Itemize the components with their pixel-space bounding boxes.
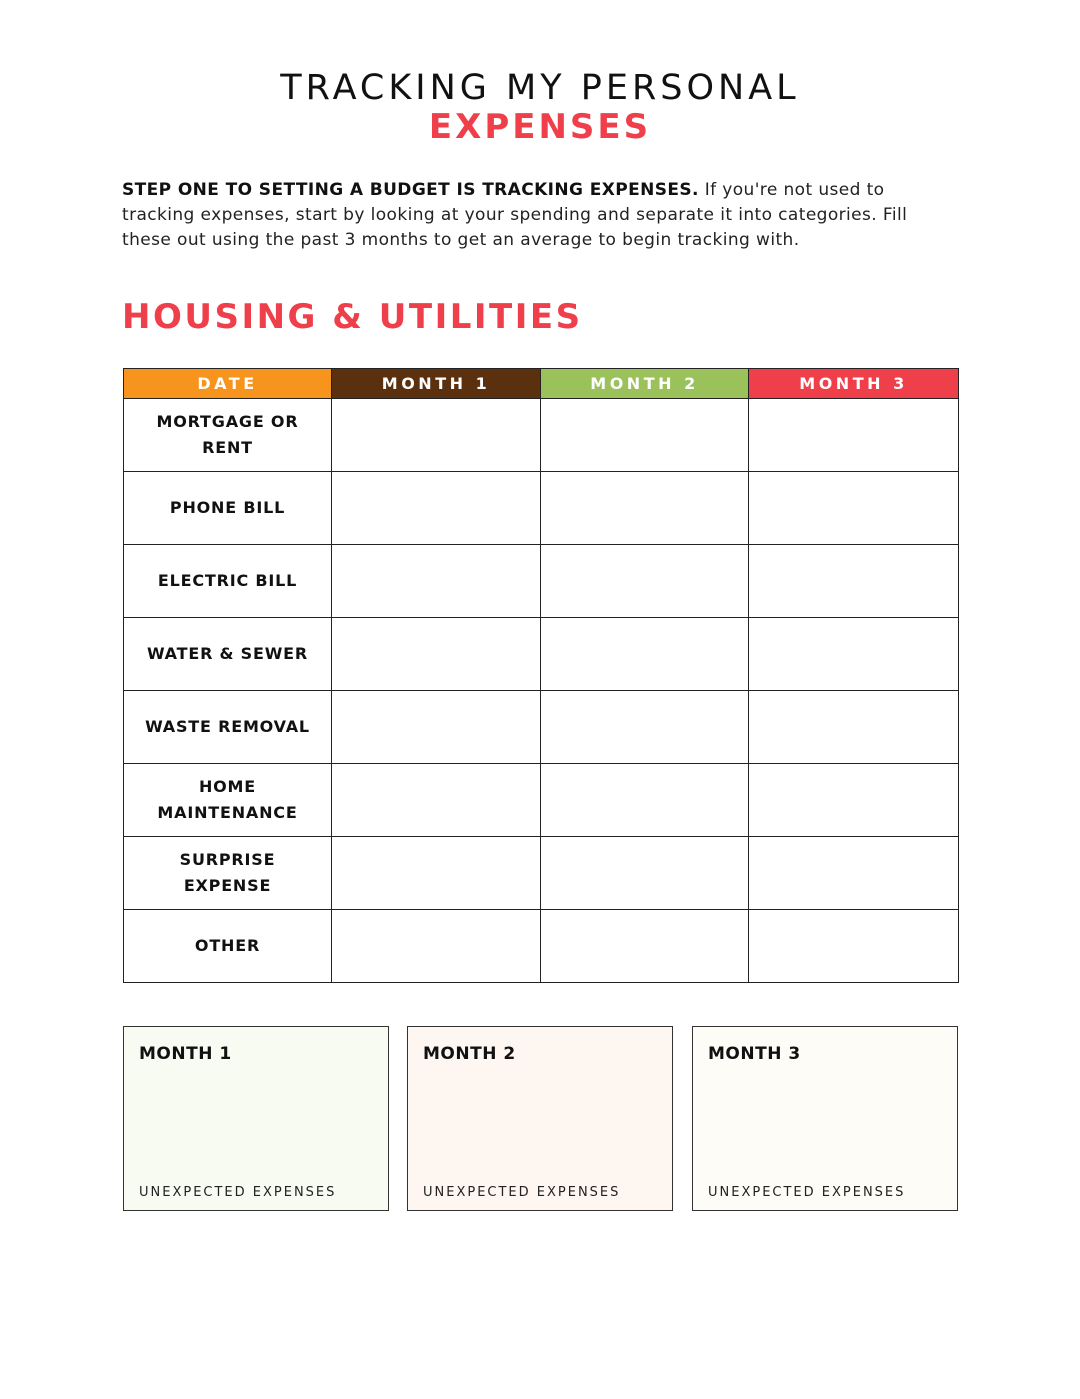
section-title: HOUSING & UTILITIES <box>122 297 583 337</box>
month-2-cell[interactable] <box>541 910 749 983</box>
month-1-cell[interactable] <box>332 472 541 545</box>
title-line-2: EXPENSES <box>428 107 652 147</box>
table-row <box>124 399 959 472</box>
row-label-text: HOME MAINTENANCE <box>157 777 298 822</box>
title-line-1: TRACKING MY PERSONAL <box>280 68 800 108</box>
page-title <box>0 68 1080 146</box>
table-row <box>124 691 959 764</box>
table-body <box>124 399 959 983</box>
month-3-cell[interactable] <box>749 764 959 837</box>
row-label <box>124 618 332 691</box>
row-label-text: MORTGAGE OR RENT <box>156 412 299 457</box>
table-row <box>124 837 959 910</box>
month-2-cell[interactable] <box>541 472 749 545</box>
month-2-cell[interactable] <box>541 764 749 837</box>
table-row <box>124 545 959 618</box>
header-month-3: MONTH 3 <box>749 369 959 399</box>
summary-boxes <box>123 1026 958 1211</box>
month-1-cell[interactable] <box>332 910 541 983</box>
table-row <box>124 618 959 691</box>
header-month-1: MONTH 1 <box>332 369 541 399</box>
month-1-cell[interactable] <box>332 618 541 691</box>
month-3-cell[interactable] <box>749 472 959 545</box>
row-label <box>124 764 332 837</box>
month-2-cell[interactable] <box>541 691 749 764</box>
month-3-cell[interactable] <box>749 837 959 910</box>
row-label-text: OTHER <box>194 936 261 955</box>
summary-box-footer: UNEXPECTED EXPENSES <box>708 1185 906 1200</box>
month-3-cell[interactable] <box>749 618 959 691</box>
table-row <box>124 910 959 983</box>
header-date: DATE <box>124 369 332 399</box>
intro-bold-text: STEP ONE TO SETTING A BUDGET IS TRACKING EXPENSES. <box>122 180 699 200</box>
row-label-text: WATER & SEWER <box>146 644 309 663</box>
month-1-cell[interactable] <box>332 837 541 910</box>
expenses-table <box>123 368 959 983</box>
month-3-cell[interactable] <box>749 910 959 983</box>
row-label <box>124 545 332 618</box>
month-2-cell[interactable] <box>541 618 749 691</box>
month-2-cell[interactable] <box>541 399 749 472</box>
row-label <box>124 399 332 472</box>
table-row <box>124 764 959 837</box>
summary-box-title: MONTH 3 <box>708 1044 801 1064</box>
summary-box-footer: UNEXPECTED EXPENSES <box>139 1185 337 1200</box>
month-2-cell[interactable] <box>541 837 749 910</box>
row-label-text: SURPRISE EXPENSE <box>179 850 276 895</box>
summary-box-month-1[interactable] <box>123 1026 389 1211</box>
row-label <box>124 910 332 983</box>
month-3-cell[interactable] <box>749 691 959 764</box>
month-3-cell[interactable] <box>749 545 959 618</box>
summary-box-footer: UNEXPECTED EXPENSES <box>423 1185 621 1200</box>
month-3-cell[interactable] <box>749 399 959 472</box>
month-1-cell[interactable] <box>332 545 541 618</box>
month-1-cell[interactable] <box>332 691 541 764</box>
row-label-text: PHONE BILL <box>169 498 286 517</box>
summary-box-month-2[interactable] <box>407 1026 673 1211</box>
summary-box-title: MONTH 2 <box>423 1044 516 1064</box>
month-1-cell[interactable] <box>332 399 541 472</box>
intro-paragraph <box>122 178 962 253</box>
month-1-cell[interactable] <box>332 764 541 837</box>
row-label-text: WASTE REMOVAL <box>145 717 310 736</box>
row-label-text: ELECTRIC BILL <box>157 571 298 590</box>
table-header-row <box>124 369 959 399</box>
row-label <box>124 837 332 910</box>
table-row <box>124 472 959 545</box>
row-label <box>124 472 332 545</box>
month-2-cell[interactable] <box>541 545 749 618</box>
summary-box-month-3[interactable] <box>692 1026 958 1211</box>
intro-text: If you're not used to tracking expenses, start by looking at your spending and separate it into categories. Fill these out using the past 3 months to get an average to begin tracking with. <box>122 180 908 250</box>
header-month-2: MONTH 2 <box>541 369 749 399</box>
summary-box-title: MONTH 1 <box>139 1044 232 1064</box>
row-label <box>124 691 332 764</box>
